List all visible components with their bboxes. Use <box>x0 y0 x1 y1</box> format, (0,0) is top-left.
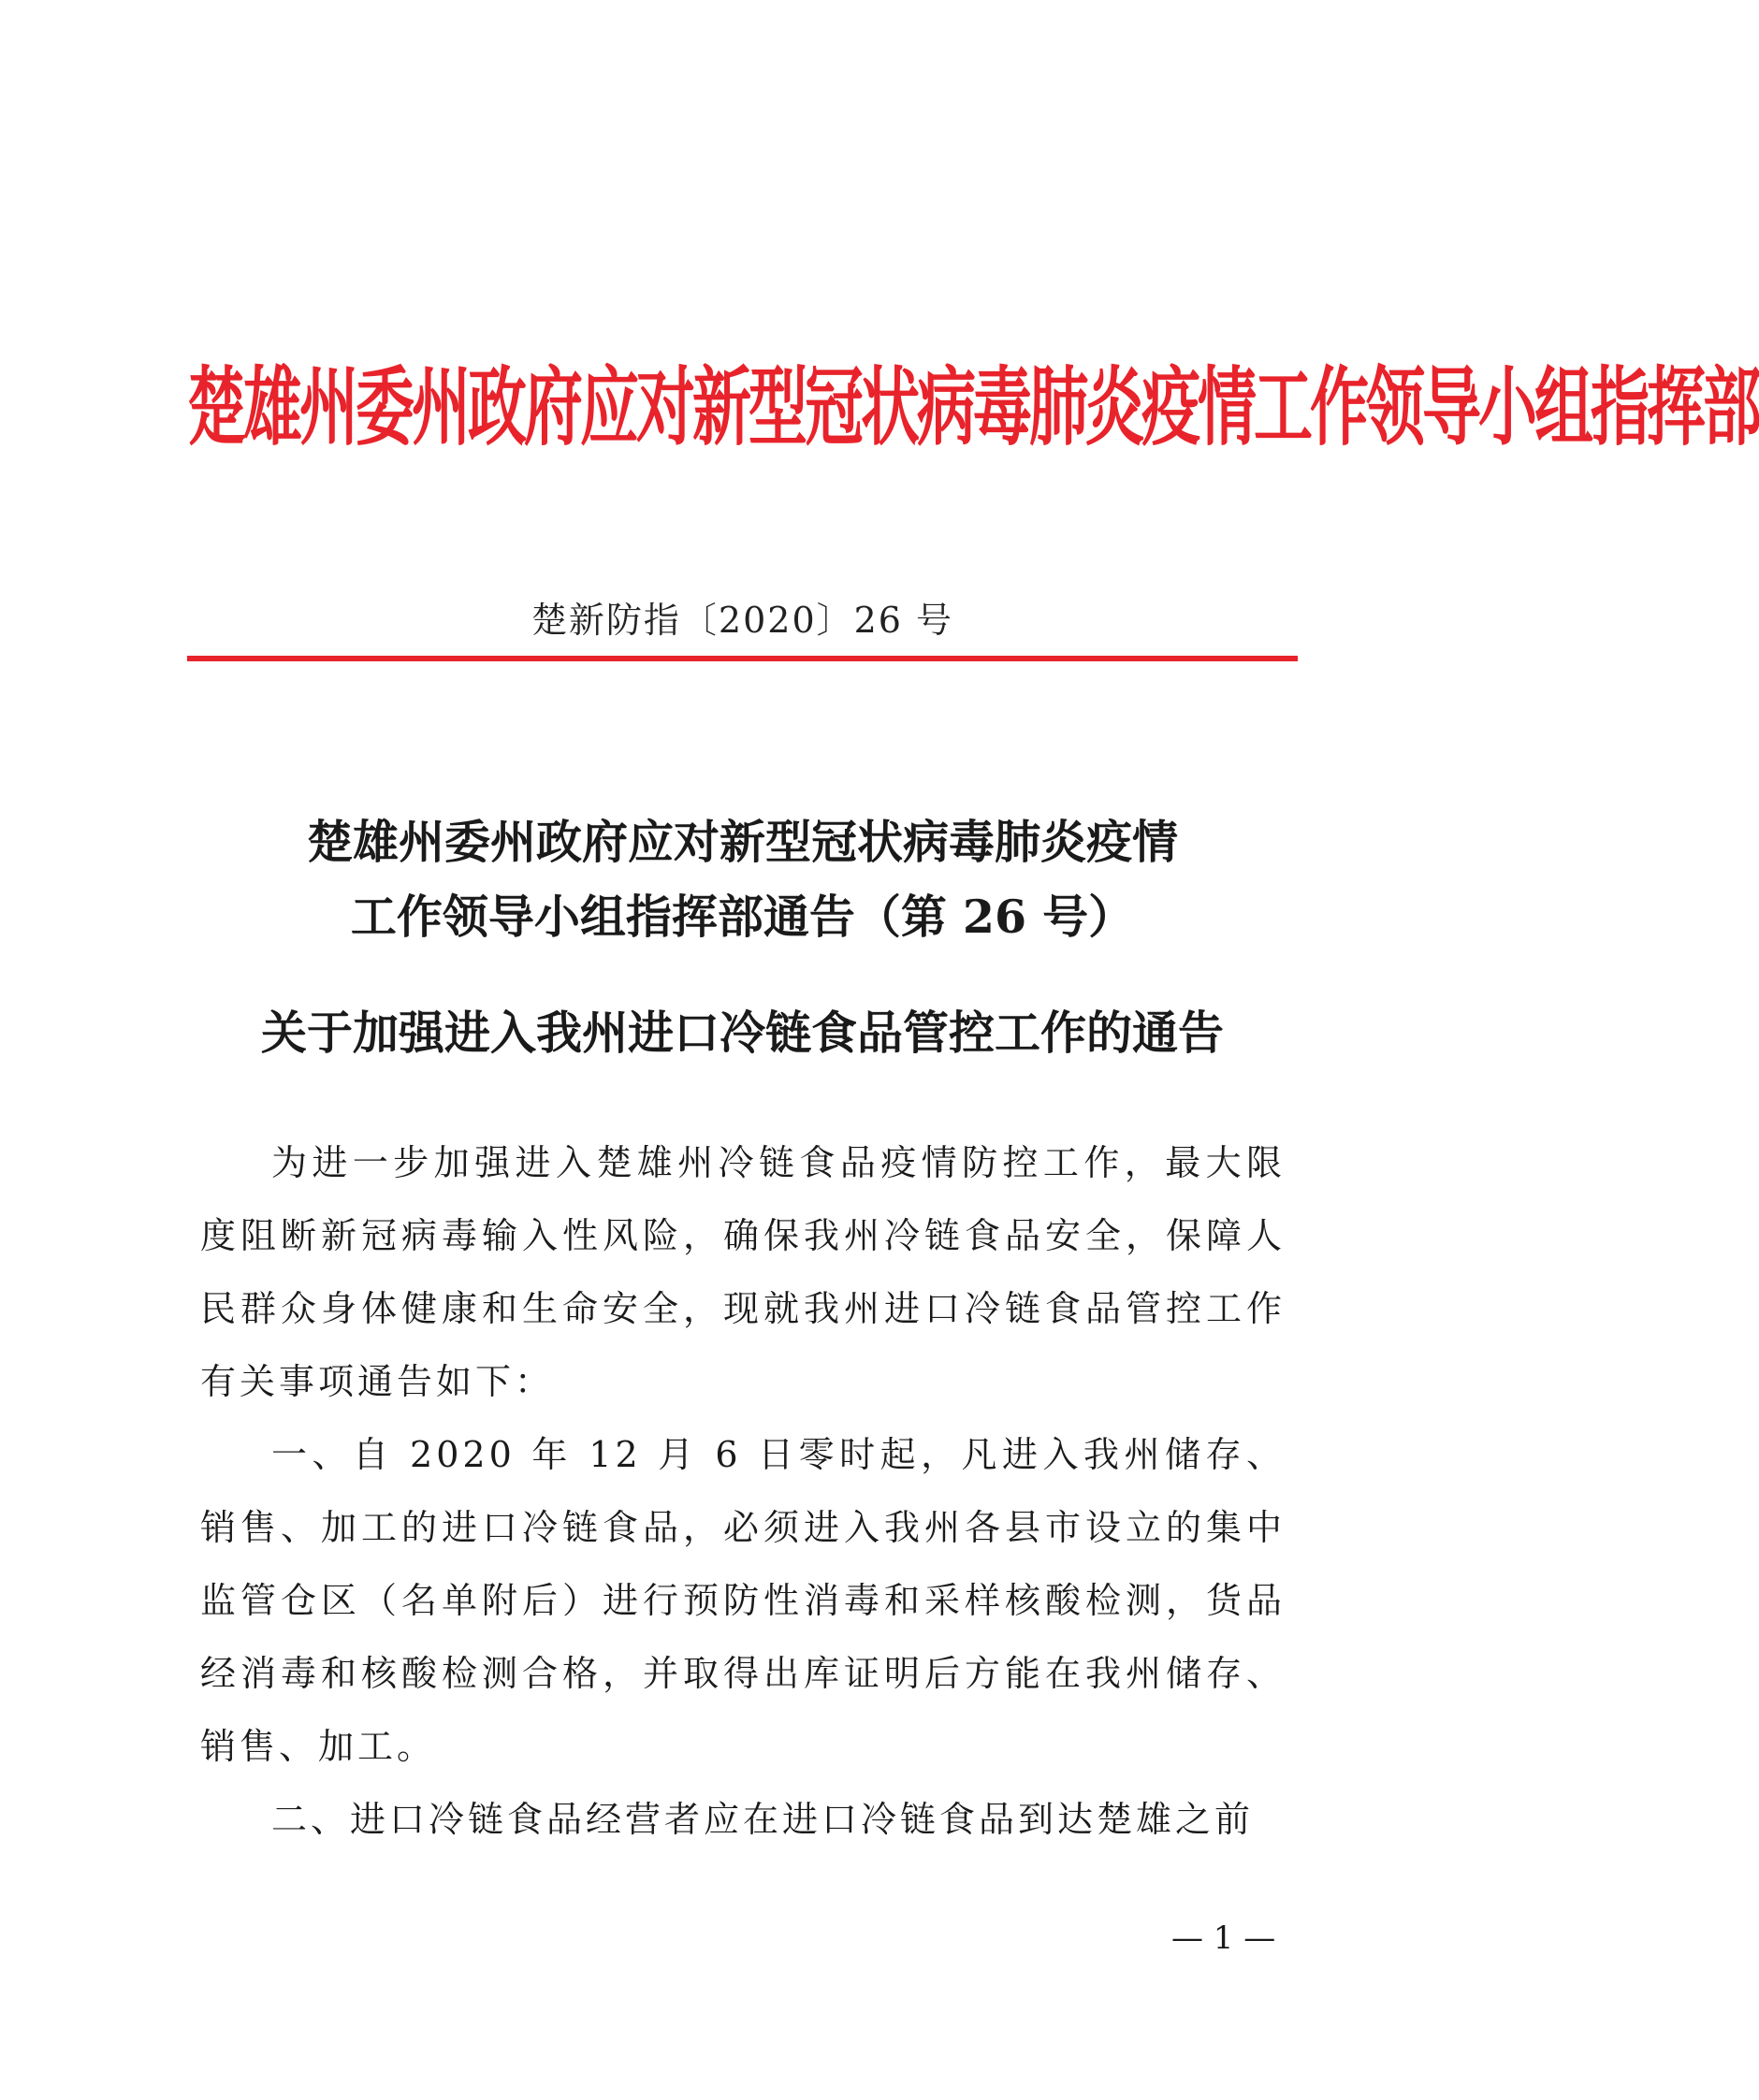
paragraph-item-2: 二、进口冷链食品经营者应在进口冷链食品到达楚雄之前 <box>271 1799 1255 1840</box>
page-number: — 1 — <box>1171 1919 1276 1957</box>
notice-title-line-2: 工作领导小组指挥部通告（第 26 号） <box>350 890 1135 944</box>
document-number: 楚新防指〔2020〕26 号 <box>531 600 954 641</box>
notice-title-line-1: 楚雄州委州政府应对新型冠状病毒肺炎疫情 <box>306 815 1178 869</box>
issuer-header: 楚雄州委州政府应对新型冠状病毒肺炎疫情工作领导小组指挥部 <box>187 357 1759 457</box>
notice-subtitle: 关于加强进入我州进口冷链食品管控工作的通告 <box>260 1006 1224 1060</box>
paragraph-item-1: 一、自 2020 年 12 月 6 日零时起，凡进入我州储存、销售、加工的进口冷链食品，必须进入我州各县市设立的集中监管仓区（名单附后）进行预防性消毒和采样核酸检测，货品经消毒和核酸检测合格，并取得出库证明后方能在我州储存、销售、加工。 <box>200 1434 1286 1767</box>
notice-body <box>200 1126 1286 1856</box>
paragraph-intro: 为进一步加强进入楚雄州冷链食品疫情防控工作，最大限度阻断新冠病毒输入性风险，确保我州冷链食品安全，保障人民群众身体健康和生命安全，现就我州进口冷链食品管控工作有关事项通告如下： <box>200 1142 1286 1402</box>
red-divider-line <box>187 656 1298 661</box>
